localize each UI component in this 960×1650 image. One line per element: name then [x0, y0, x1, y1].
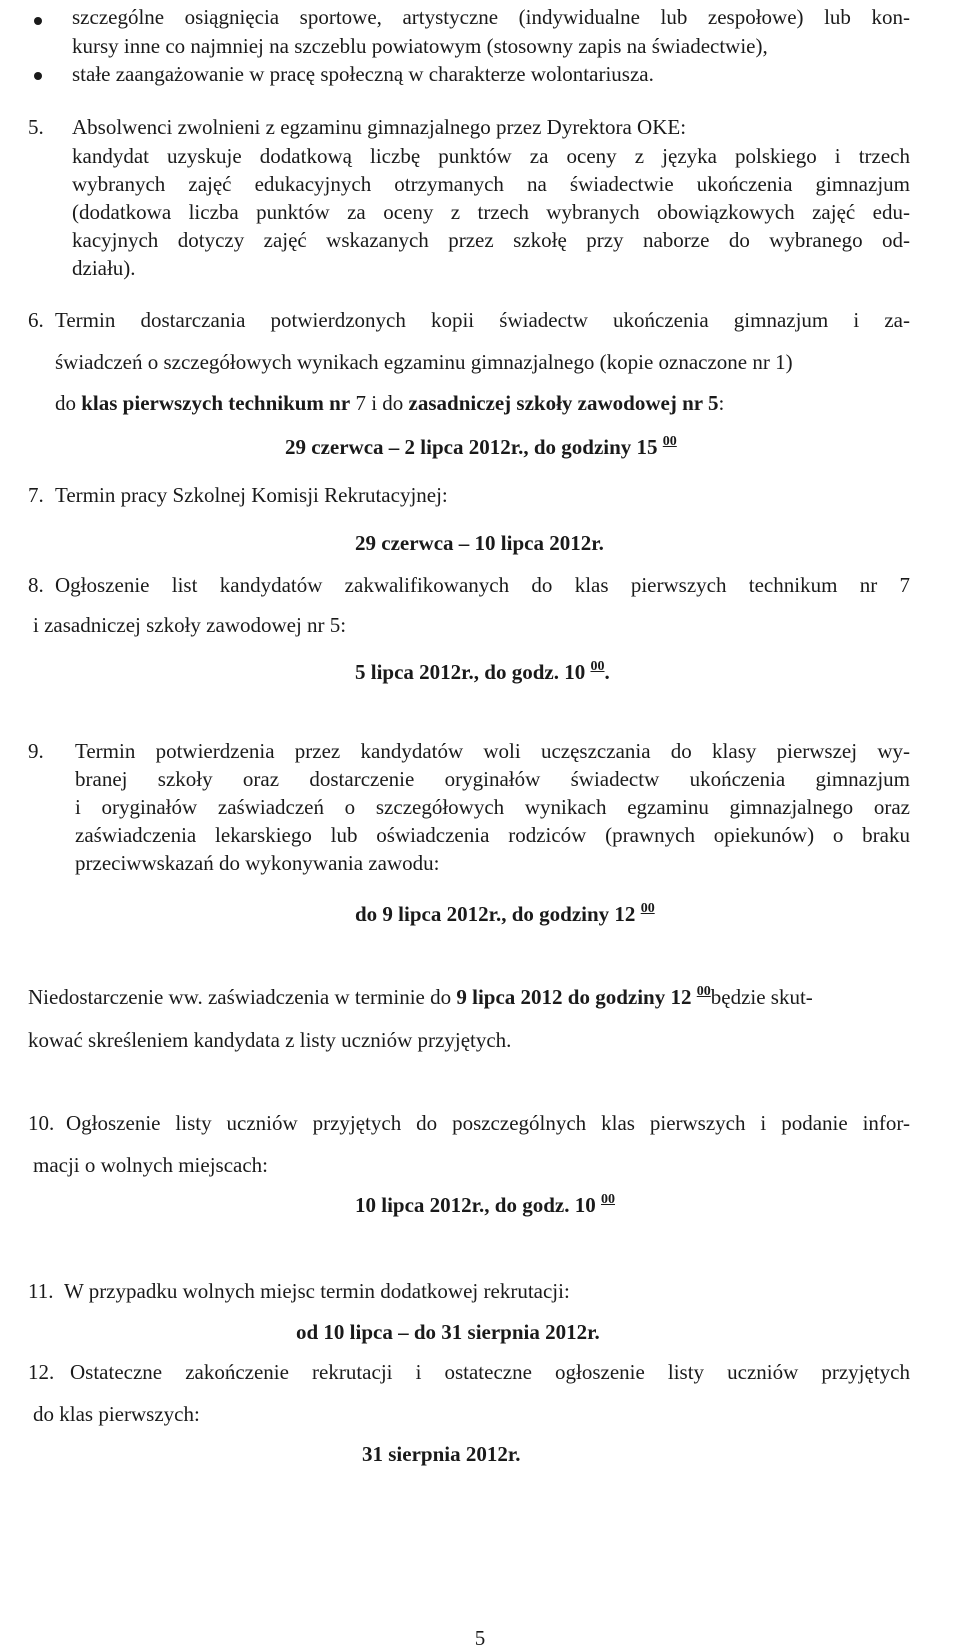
item-7-date: 29 czerwca – 10 lipca 2012r. — [355, 531, 604, 555]
item-10-number: 10. — [28, 1111, 55, 1135]
item-6-number: 6. — [28, 308, 44, 332]
item-9-date-text: do 9 lipca 2012r., do godziny 12 — [355, 902, 636, 926]
item-10-date-text: 10 lipca 2012r., do godz. 10 — [355, 1193, 596, 1217]
note-line-2: kować skreśleniem kandydata z listy uczniów przyjętych. — [28, 1028, 512, 1052]
bullet-1-line-2: kursy inne co najmniej na szczeblu powiatowym (stosowny zapis na świadectwie), — [72, 34, 768, 58]
note-line-1 — [28, 984, 813, 1009]
item-9-line-2: branej szkoły oraz dostarczenie oryginałów świadectw ukończenia gimnazjum — [75, 767, 910, 791]
bullet-2-line-1: stałe zaangażowanie w pracę społeczną w charakterze wolontariusza. — [72, 62, 654, 86]
item-11-number: 11. — [28, 1279, 54, 1303]
item-5-line-3: wybranych zajęć edukacyjnych otrzymanych na świadectwie ukończenia gimnazjum — [72, 172, 910, 196]
item-5-line-4: (dodatkowa liczba punktów za oceny z trzech wybranych obowiązkowych zajęć edu- — [72, 200, 910, 224]
item-9-line-5: przeciwwskazań do wykonywania zawodu: — [75, 851, 440, 875]
item-6-school-2: zasadniczej szkoły zawodowej nr 5 — [408, 391, 719, 415]
item-6-line-2: świadczeń o szczegółowych wynikach egzaminu gimnazjalnego (kopie oznaczone nr 1) — [55, 350, 793, 374]
note-text-1: Niedostarczenie ww. zaświadczenia w terminie do — [28, 985, 457, 1009]
bullet-icon — [34, 72, 42, 80]
item-9-date-sup: 00 — [640, 901, 655, 916]
note-text-2: będzie skut- — [710, 985, 813, 1009]
item-6-line-3-text: do — [55, 391, 82, 415]
item-6-line-3-mid: 7 i do — [350, 391, 409, 415]
item-6-date-text: 29 czerwca – 2 lipca 2012r., do godziny 15 — [285, 435, 658, 459]
item-12-line-2: do klas pierwszych: — [33, 1402, 200, 1426]
item-6-line-3-end: : — [718, 391, 725, 415]
note-deadline: 9 lipca 2012 do godziny 12 — [456, 985, 692, 1009]
item-10-line-2: macji o wolnych miejscach: — [33, 1153, 269, 1177]
item-9-number: 9. — [28, 739, 44, 763]
item-12-line-1: Ostateczne zakończenie rekrutacji i ostateczne ogłoszenie listy uczniów przyjętych — [70, 1360, 910, 1384]
item-8-date — [355, 659, 610, 684]
item-8-line-1: Ogłoszenie list kandydatów zakwalifikowanych do klas pierwszych technikum nr 7 — [55, 573, 910, 597]
item-9-line-1: Termin potwierdzenia przez kandydatów woli uczęszczania do klasy pierwszej wy- — [75, 739, 910, 763]
item-6-date-sup: 00 — [662, 434, 677, 449]
item-6-line-1: Termin dostarczania potwierdzonych kopii świadectw ukończenia gimnazjum i za- — [55, 308, 910, 332]
item-9-date — [355, 901, 655, 926]
item-8-date-end: . — [604, 660, 610, 684]
item-8-date-text: 5 lipca 2012r., do godz. 10 — [355, 660, 586, 684]
item-8-date-sup: 00 — [590, 659, 605, 674]
item-10-date — [355, 1192, 615, 1217]
bullet-1-line-1: szczególne osiągnięcia sportowe, artystyczne (indywidualne lub zespołowe) lub kon- — [72, 5, 910, 29]
item-9-line-4: zaświadczenia lekarskiego lub oświadczenia rodziców (prawnych opiekunów) o braku — [75, 823, 910, 847]
item-5-line-6: działu). — [72, 256, 136, 280]
item-6-line-3 — [55, 393, 724, 414]
item-6-school-1: klas pierwszych technikum nr — [81, 391, 351, 415]
note-deadline-sup: 00 — [696, 984, 711, 999]
page-number: 5 — [474, 1626, 486, 1650]
item-11-date: od 10 lipca – do 31 sierpnia 2012r. — [296, 1320, 600, 1344]
item-11-text: W przypadku wolnych miejsc termin dodatkowej rekrutacji: — [64, 1279, 570, 1303]
item-5-line-2: kandydat uzyskuje dodatkową liczbę punktów za oceny z języka polskiego i trzech — [72, 144, 910, 168]
bullet-icon — [34, 17, 42, 25]
item-5-line-5: kacyjnych dotyczy zajęć wskazanych przez szkołę przy naborze do wybranego od- — [72, 228, 910, 252]
item-10-line-1: Ogłoszenie listy uczniów przyjętych do poszczególnych klas pierwszych i podanie infor- — [66, 1111, 910, 1135]
item-7-number: 7. — [28, 483, 44, 507]
item-7-text: Termin pracy Szkolnej Komisji Rekrutacyjnej: — [55, 483, 448, 507]
item-6-date — [285, 434, 677, 459]
item-8-line-2: i zasadniczej szkoły zawodowej nr 5: — [33, 613, 347, 637]
item-8-number: 8. — [28, 573, 44, 597]
item-5-line-1: Absolwenci zwolnieni z egzaminu gimnazjalnego przez Dyrektora OKE: — [72, 115, 687, 139]
item-9-line-3: i oryginałów zaświadczeń o szczegółowych wynikach egzaminu gimnazjalnego oraz — [75, 795, 910, 819]
item-12-date: 31 sierpnia 2012r. — [362, 1442, 521, 1466]
item-10-date-sup: 00 — [601, 1192, 615, 1207]
item-5-number: 5. — [28, 115, 44, 139]
item-12-number: 12. — [28, 1360, 55, 1384]
